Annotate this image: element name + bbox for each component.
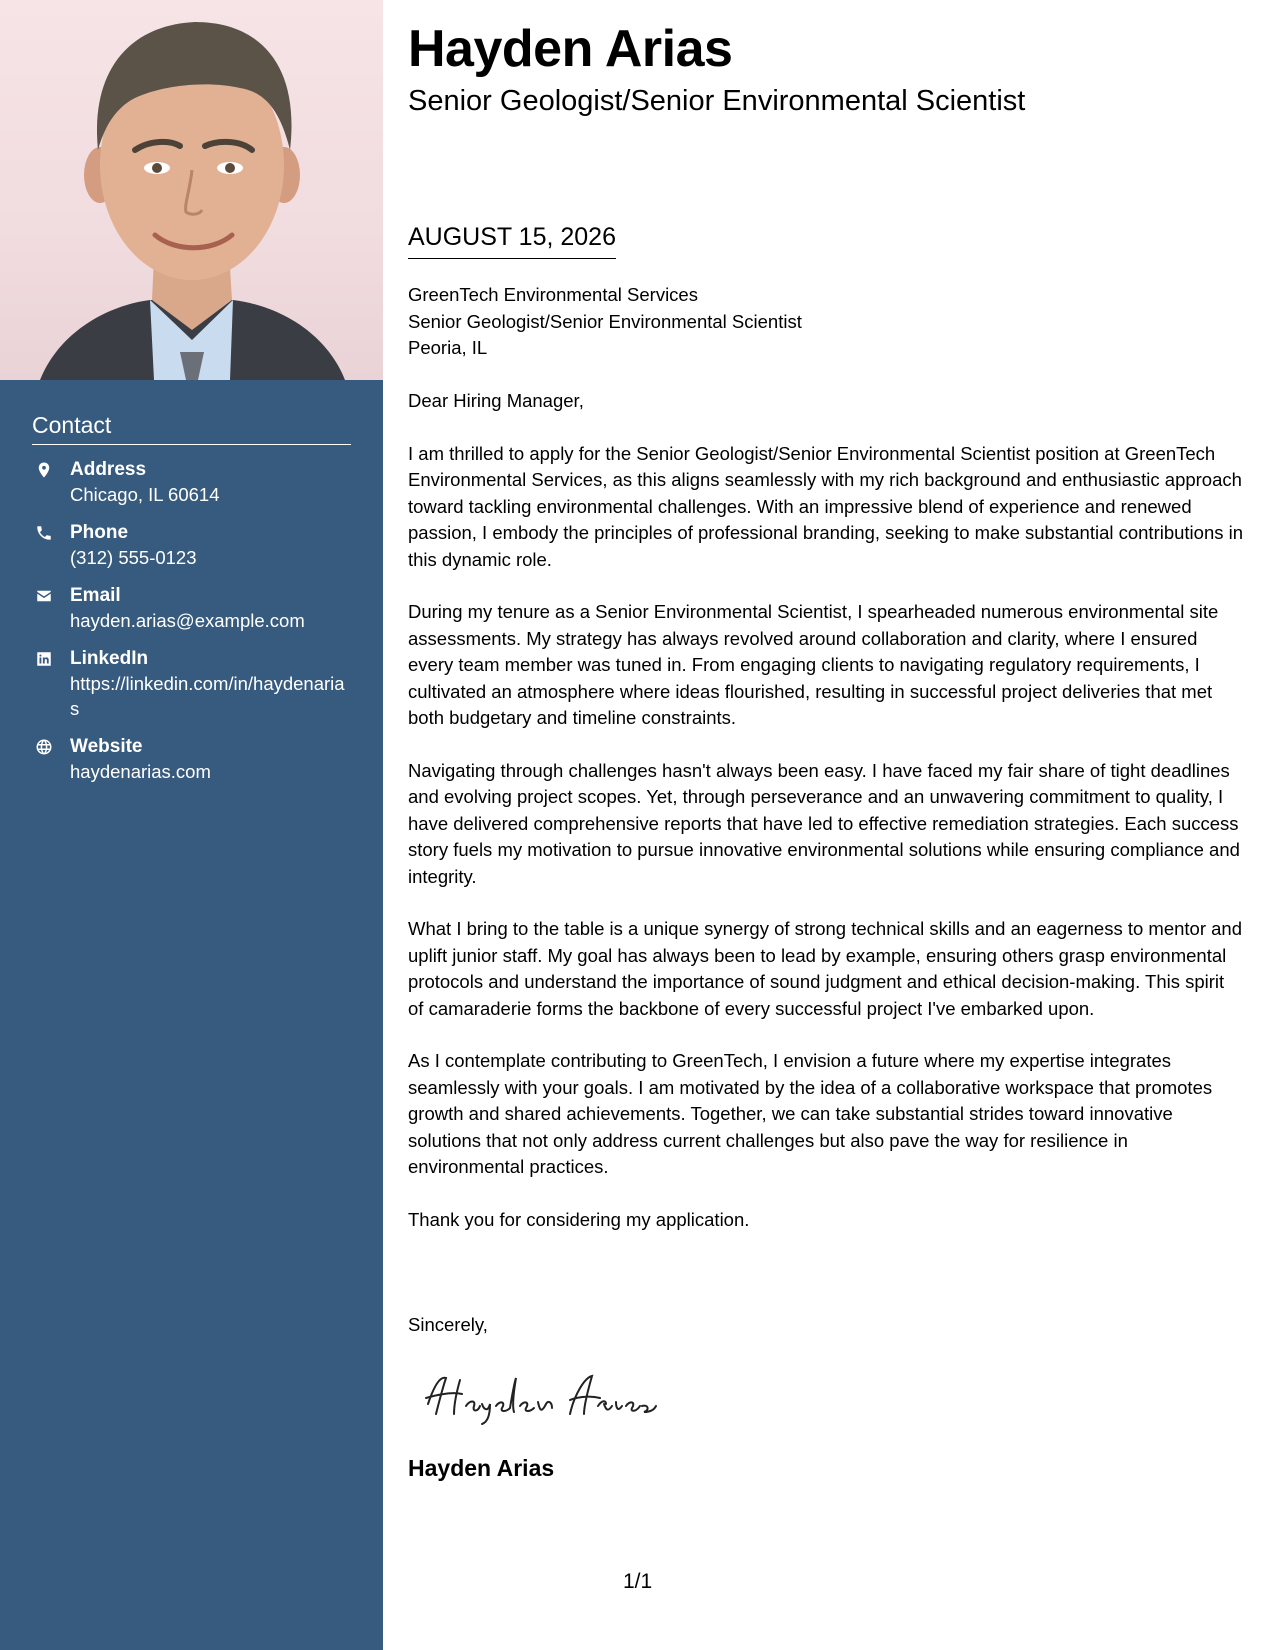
contact-label: Email — [70, 584, 121, 606]
letter-body — [408, 388, 1244, 1259]
recipient-location: Peoria, IL — [408, 337, 488, 358]
contact-item-phone — [32, 520, 351, 570]
contact-item-linkedin — [32, 646, 351, 721]
body-paragraph: Thank you for considering my application. — [408, 1208, 750, 1230]
page-number: 1/1 — [623, 1570, 653, 1593]
globe-icon — [34, 737, 54, 757]
recipient-company: GreenTech Environmental Services — [408, 284, 698, 305]
recipient-block — [408, 282, 802, 362]
website-link[interactable]: haydenarias.com — [70, 760, 211, 782]
contact-list — [32, 457, 351, 784]
body-paragraph: What I bring to the table is a unique synergy of strong technical skills and an eagerness to mentor and uplift junior staff. My goal has always been to lead by example, ensuring others grasp environmental protocols and understand the importance of sound judgment and ethical decision-making. This spirit of camaraderie forms the backbone of every successful project I've embarked upon. — [408, 918, 1243, 1019]
applicant-title: Senior Geologist/Senior Environmental Scientist — [408, 85, 1026, 117]
letter-date: AUGUST 15, 2026 — [408, 222, 616, 259]
contact-label: Address — [70, 458, 147, 480]
body-paragraph: As I contemplate contributing to GreenTech, I envision a future where my expertise integrates seamlessly with your goals. I am motivated by the idea of a collaborative workspace that promotes growth and shared achievements. Together, we can take substantial strides toward innovative solutions that not only address current challenges but also pave the way for resilience in environmental practices. — [408, 1050, 1213, 1177]
recipient-position: Senior Geologist/Senior Environmental Scientist — [408, 310, 802, 332]
contact-label: LinkedIn — [70, 647, 149, 669]
body-paragraph: During my tenure as a Senior Environmental Scientist, I spearheaded numerous environmental site assessments. My strategy has always revolved around collaboration and clarity, where I ensured every team member was tuned in. From engaging clients to navigating regulatory requirements, I cultivated an atmosphere where ideas flourished, resulting in successful project deliveries that met both budgetary and timeline constraints. — [408, 601, 1219, 728]
phone-icon — [34, 523, 54, 543]
sidebar — [0, 0, 383, 1650]
contact-heading: Contact — [32, 412, 351, 445]
envelope-icon — [34, 586, 54, 606]
contact-item-email — [32, 583, 351, 633]
phone-value: (312) 555-0123 — [70, 546, 197, 568]
closing: Sincerely, — [408, 1314, 488, 1335]
contact-section — [32, 412, 351, 797]
signed-name: Hayden Arias — [408, 1455, 555, 1481]
handwritten-signature — [420, 1366, 660, 1431]
applicant-name: Hayden Arias — [408, 20, 733, 78]
map-pin-icon — [34, 460, 54, 480]
contact-item-website — [32, 734, 351, 784]
contact-label: Phone — [70, 521, 129, 543]
body-paragraph: I am thrilled to apply for the Senior Geologist/Senior Environmental Scientist position at GreenTech Environmental Services, as this aligns seamlessly with my rich background and enthusiastic approach toward tackling environmental challenges. With an impressive blend of experience and renewed passion, I embody the principles of professional branding, seeking to make substantial contributions in this dynamic role. — [408, 442, 1244, 570]
salutation: Dear Hiring Manager, — [408, 390, 584, 411]
linkedin-link[interactable]: https://linkedin.com/in/haydenarias — [70, 672, 345, 719]
linkedin-icon — [34, 649, 54, 669]
contact-item-address — [32, 457, 351, 507]
profile-photo — [0, 0, 383, 380]
email-link[interactable]: hayden.arias@example.com — [70, 609, 305, 631]
body-paragraph: Navigating through challenges hasn't always been easy. I have faced my fair share of tight deadlines and evolving project scopes. Yet, through perseverance and an unwavering commitment to quality, I have delivered comprehensive reports that have led to effective remediation strategies. Each success story fuels my motivation to pursue innovative environmental solutions while ensuring compliance and integrity. — [408, 759, 1240, 887]
contact-label: Website — [70, 735, 143, 757]
address-value: Chicago, IL 60614 — [70, 483, 220, 505]
